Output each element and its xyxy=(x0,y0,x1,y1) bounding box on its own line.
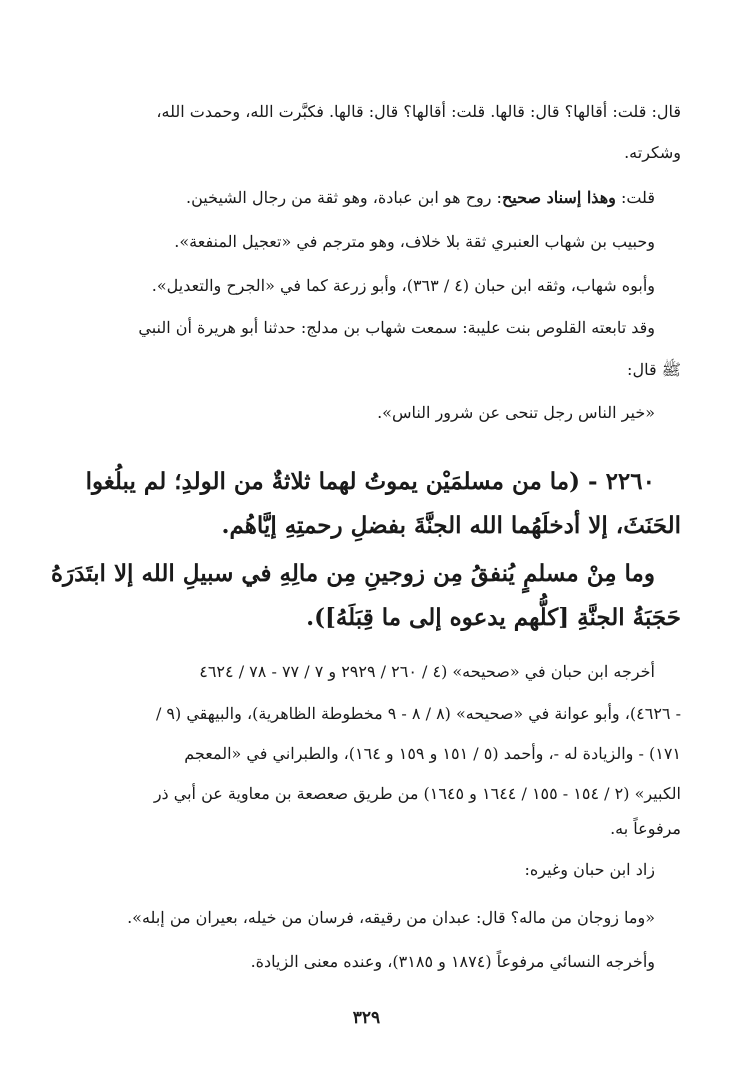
hadith-text-line-1: ٢٢٦٠ - (ما من مسلمَيْن يموتُ لهما ثلاثةٌ من الولدِ؛ لم يبلُغوا xyxy=(85,468,655,495)
note-corroboration-line-1: وقد تابعته القلوص بنت عليبة: سمعت شهاب بن مدلج: حدثنا أبو هريرة أن النبي xyxy=(138,318,655,337)
note-authentication xyxy=(186,190,655,206)
hadith-text-line-2: الحَنَثَ، إلا أدخلَهُما الله الجنَّةَ بفضلِ رحمتِهِ إيَّاهُم. xyxy=(221,512,681,539)
hadith-text-line-4: حَجَبَةُ الجنَّةِ [كلُّهم يدعوه إلى ما قِبَلَهُ]). xyxy=(306,604,681,631)
note-father: وأبوه شهاب، وثقه ابن حبان (٤ / ٣٦٣)، وأبو زرعة كما في «الجرح والتعديل». xyxy=(151,276,655,295)
top-paragraph-line-2: وشكرته. xyxy=(624,143,681,162)
addition-quote: «وما زوجان من ماله؟ قال: عبدان من رقيقه، فرسان من خيله، بعيران من إبله». xyxy=(127,908,655,927)
note-rest: : روح هو ابن عبادة، وهو ثقة من رجال الشيخين. xyxy=(186,188,502,207)
quoted-hadith: «خير الناس رجل تنحى عن شرور الناس». xyxy=(377,403,655,422)
takhrij-line-2: - ٤٦٢٦)، وأبو عوانة في «صحيحه» (٨ / ٨ - ٩ مخطوطة الظاهرية)، والبيهقي (٩ / xyxy=(155,704,681,723)
isnad-sahih-phrase: وهذا إسناد صحيح xyxy=(501,188,616,207)
note-habib: وحبيب بن شهاب العنبري ثقة بلا خلاف، وهو مترجم في «تعجيل المنفعة». xyxy=(174,232,655,251)
hadith-text-line-3: وما مِنْ مسلمٍ يُنفقُ مِن زوجينِ مِن مالِهِ في سبيلِ الله إلا ابتَدَرَهُ xyxy=(50,560,655,587)
addition-intro: زاد ابن حبان وغيره: xyxy=(524,860,655,879)
final-note: وأخرجه النسائي مرفوعاً (١٨٧٤ و ٣١٨٥)، وعنده معنى الزيادة. xyxy=(250,952,655,971)
takhrij-line-1: أخرجه ابن حبان في «صحيحه» (٤ / ٢٦٠ / ٢٩٢٩ و ٧ / ٧٧ - ٧٨ / ٤٦٢٤ xyxy=(199,662,655,681)
takhrij-line-3: ١٧١) - والزيادة له -، وأحمد (٥ / ١٥١ و ١٥٩ و ١٦٤)، والطبراني في «المعجم xyxy=(184,744,681,763)
note-corroboration-line-2: ﷺ قال: xyxy=(627,360,681,379)
takhrij-line-5: مرفوعاً به. xyxy=(610,819,681,838)
takhrij-line-4: الكبير» (٢ / ١٥٤ - ١٥٥ / ١٦٤٤ و ١٦٤٥) من طريق صعصعة بن معاوية عن أبي ذر xyxy=(153,784,681,803)
page-number: ٣٢٩ xyxy=(352,1008,381,1028)
top-paragraph-line-1: قال: قلت: أقالها؟ قال: قالها. قلت: أقالها؟ قال: قالها. فكبَّرت الله، وحمدت الله، xyxy=(156,102,681,121)
note-prefix: قلت: xyxy=(615,188,655,207)
